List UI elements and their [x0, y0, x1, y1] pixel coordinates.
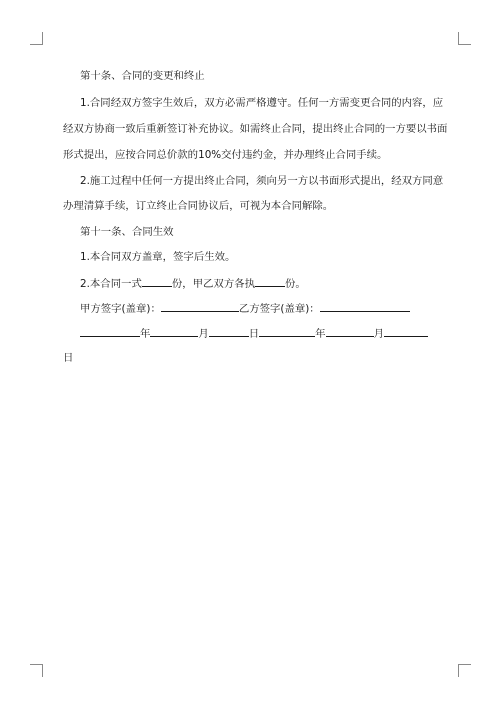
party-a-month-label: 月 — [198, 328, 209, 340]
party-a-day-label: 日 — [248, 328, 260, 340]
party-a-day-blank[interactable] — [209, 326, 249, 337]
party-a-month-blank[interactable] — [150, 326, 198, 337]
party-b-signature-blank[interactable] — [320, 301, 410, 312]
party-b-month-blank[interactable] — [326, 326, 374, 337]
article-11-heading: 第十一条、合同生效 — [80, 226, 174, 238]
party-a-signature-blank[interactable] — [161, 301, 239, 312]
signature-line — [80, 301, 410, 315]
article-10-para1-line3: 形式提出，应按合同总价款的10%交付违约金，并办理终止合同手续。 — [63, 149, 388, 161]
item2-text-a: 2.本合同一式 — [80, 278, 142, 290]
party-a-label: 甲方签字(盖章)： — [80, 303, 161, 315]
article-11-item2 — [80, 276, 306, 290]
party-b-year-blank[interactable] — [259, 326, 315, 337]
article-10-heading: 第十条、合同的变更和终止 — [80, 70, 205, 82]
article-10-para1-line1: 1.合同经双方签字生效后，双方必需严格遵守。任何一方需变更合同的内容，应 — [80, 97, 444, 109]
party-b-label: 乙方签字(盖章)： — [238, 303, 320, 315]
crop-mark-top-left — [30, 32, 43, 45]
article-10-para2-line2: 办理清算手续，订立终止合同协议后，可视为本合同解除。 — [63, 200, 334, 212]
party-b-year-label: 年 — [315, 328, 326, 340]
date-line — [80, 326, 428, 340]
crop-mark-bottom-left — [30, 664, 43, 677]
crop-mark-bottom-right — [458, 664, 471, 677]
party-b-day-blank[interactable] — [384, 326, 428, 337]
party-a-year-label: 年 — [140, 328, 151, 340]
item2-text-c: 份。 — [285, 278, 306, 290]
item2-text-b: 份，甲乙双方各执 — [171, 278, 255, 290]
copies-total-blank[interactable] — [142, 276, 172, 287]
party-a-year-blank[interactable] — [80, 326, 140, 337]
party-b-day-label: 日 — [63, 352, 74, 364]
article-11-item1: 1.本合同双方盖章，签字后生效。 — [80, 251, 236, 263]
party-b-month-label: 月 — [373, 328, 384, 340]
article-10-para2-line1: 2.施工过程中任何一方提出终止合同，须向另一方以书面形式提出，经双方同意 — [80, 175, 444, 187]
copies-each-blank[interactable] — [255, 276, 285, 287]
article-10-para1-line2: 经双方协商一致后重新签订补充协议。如需终止合同，提出终止合同的一方要以书面 — [63, 123, 448, 135]
crop-mark-top-right — [458, 32, 471, 45]
